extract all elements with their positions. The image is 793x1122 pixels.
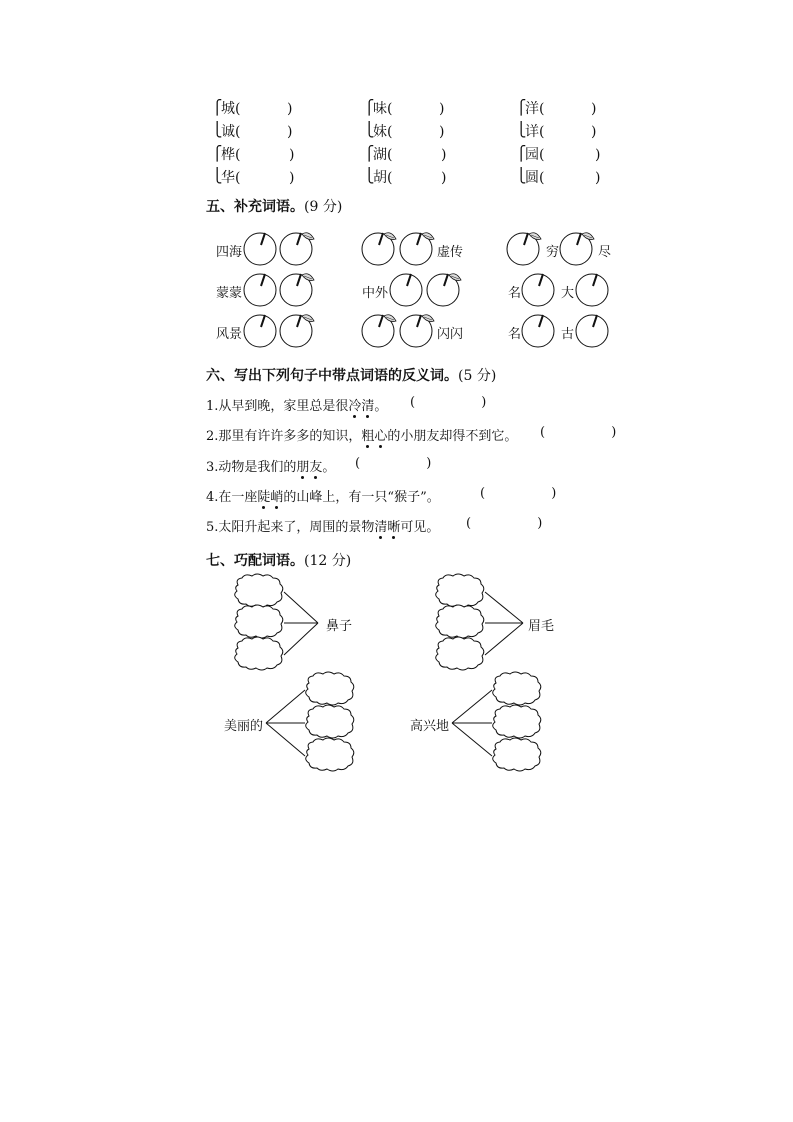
- points-text: (5 分): [458, 368, 497, 384]
- cloud-blank[interactable]: [306, 705, 354, 738]
- pair-brace: ⎧: [516, 100, 527, 116]
- idiom-char: 名: [508, 327, 522, 342]
- dotted-word-text: 清晰: [374, 520, 401, 535]
- answer-blank[interactable]: ( ): [355, 456, 432, 471]
- blank-close[interactable]: ): [595, 147, 601, 163]
- pair-brace: ⎧: [212, 100, 223, 116]
- pair-brace: ⎧: [516, 146, 527, 162]
- blank-close[interactable]: ): [591, 124, 597, 140]
- pair-brace: ⎩: [364, 122, 375, 138]
- blank-close[interactable]: ): [441, 147, 447, 163]
- idiom-char: 大: [561, 286, 575, 301]
- match-word-happily: 高兴地: [410, 719, 450, 734]
- pair-char: 华(: [221, 170, 241, 186]
- answer-blank[interactable]: ( ): [480, 486, 557, 501]
- idiom-char: 尽: [598, 245, 612, 260]
- pair-char: 洋(: [525, 101, 545, 117]
- cloud-blank[interactable]: [306, 672, 354, 705]
- pair-brace: ⎩: [516, 122, 527, 138]
- pair-char: 详(: [525, 124, 545, 140]
- idiom-char: 闪闪: [437, 327, 464, 342]
- sentence-text: 2.那里有许许多多的知识，: [206, 429, 362, 444]
- blank-close[interactable]: ): [289, 147, 295, 163]
- pair-brace: ⎧: [364, 100, 375, 116]
- pair-char: 胡(: [373, 170, 393, 186]
- match-word-beautiful: 美丽的: [224, 719, 264, 734]
- pair-char: 诚(: [221, 124, 241, 140]
- blank-close[interactable]: ): [595, 170, 601, 186]
- idiom-char: 四海: [216, 245, 243, 260]
- pair-char: 圆(: [525, 170, 545, 186]
- idiom-char: 风景: [216, 327, 243, 342]
- idiom-char: 名: [508, 286, 522, 301]
- sentence-text: 1.从早到晚，家里总是很: [206, 399, 349, 414]
- idiom-char: 古: [561, 327, 575, 342]
- pair-brace: ⎩: [516, 168, 527, 184]
- dotted-word-text: 冷清: [348, 399, 375, 414]
- idiom-char: 中外: [362, 286, 389, 301]
- pair-brace: ⎩: [212, 122, 223, 138]
- pair-brace: ⎧: [364, 146, 375, 162]
- blank-close[interactable]: ): [439, 101, 445, 117]
- sentence-text: 5.太阳升起来了，周围的景物: [206, 520, 375, 535]
- heading-text: 七、巧配词语。: [206, 553, 304, 569]
- pair-brace: ⎩: [364, 168, 375, 184]
- blank-close[interactable]: ): [591, 101, 597, 117]
- pair-char: 桦(: [221, 147, 241, 163]
- sentence-text: 。: [322, 460, 336, 475]
- blank-close[interactable]: ): [287, 101, 293, 117]
- blank-close[interactable]: ): [287, 124, 293, 140]
- cloud-blank[interactable]: [235, 605, 283, 638]
- sentence-text: 3.动物是我们的: [206, 460, 297, 475]
- match-word-eyebrow: 眉毛: [528, 619, 555, 634]
- sentence-text: 4.在一座: [206, 490, 258, 505]
- cloud-blank[interactable]: [235, 574, 283, 607]
- answer-blank[interactable]: ( ): [540, 425, 617, 440]
- cloud-blank[interactable]: [306, 738, 354, 771]
- points-text: (12 分): [304, 553, 352, 569]
- cloud-blank[interactable]: [493, 705, 541, 738]
- blank-close[interactable]: ): [441, 170, 447, 186]
- points-text: (9 分): [304, 199, 343, 215]
- pair-char: 城(: [221, 101, 241, 117]
- idiom-char: 虚传: [437, 245, 464, 260]
- answer-blank[interactable]: ( ): [410, 395, 487, 410]
- sentence-text: 。: [374, 399, 388, 414]
- cloud-blank[interactable]: [235, 637, 283, 670]
- sentence-text: 的小朋友却得不到它。: [387, 429, 518, 444]
- pair-brace: ⎩: [212, 168, 223, 184]
- blank-close[interactable]: ): [439, 124, 445, 140]
- cloud-blank[interactable]: [436, 637, 484, 670]
- dotted-word-text: 陡峭: [257, 490, 284, 505]
- pair-char: 园(: [525, 147, 545, 163]
- pair-char: 味(: [373, 101, 393, 117]
- cloud-blank[interactable]: [436, 605, 484, 638]
- cloud-blank[interactable]: [493, 672, 541, 705]
- dotted-word-text: 粗心: [361, 429, 388, 444]
- heading-text: 五、补充词语。: [206, 199, 304, 215]
- cloud-blank[interactable]: [436, 574, 484, 607]
- answer-blank[interactable]: ( ): [466, 516, 543, 531]
- pair-char: 湖(: [373, 147, 393, 163]
- match-word-nose: 鼻子: [326, 619, 353, 634]
- idiom-char: 穷: [546, 245, 560, 260]
- sentence-text: 的山峰上，有一只“猴子”。: [283, 490, 440, 505]
- pair-char: 妹(: [373, 124, 393, 140]
- blank-close[interactable]: ): [289, 170, 295, 186]
- idiom-char: 蒙蒙: [216, 286, 243, 301]
- sentence-text: 可见。: [400, 520, 440, 535]
- cloud-blank[interactable]: [493, 738, 541, 771]
- heading-text: 六、写出下列句子中带点词语的反义词。: [206, 368, 458, 384]
- dotted-word-text: 朋友: [296, 460, 323, 475]
- pair-brace: ⎧: [212, 146, 223, 162]
